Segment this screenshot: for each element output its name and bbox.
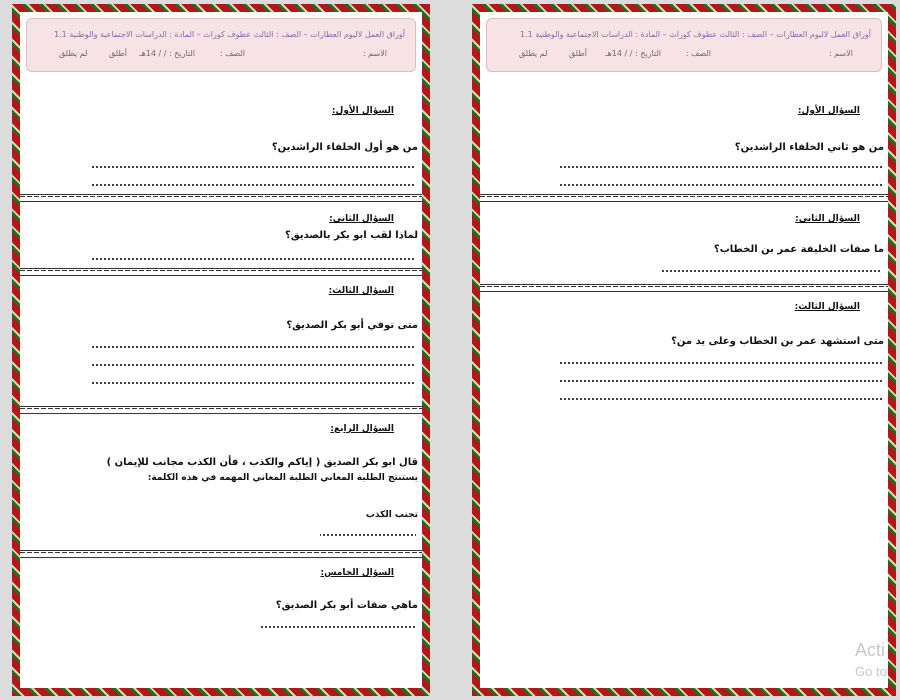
answer-line[interactable] bbox=[560, 358, 882, 368]
date-label: التاريخ : / / 14هـ bbox=[139, 49, 195, 58]
question-2-title: السؤال الثاني: bbox=[329, 214, 394, 224]
worksheet-content bbox=[20, 72, 422, 688]
answer-line[interactable] bbox=[560, 376, 882, 386]
worksheet-header bbox=[486, 18, 882, 72]
question-4-subtext: يستنتج الطلبة المعاني الطلبة المعاني المهمه في هذه الكلمة: bbox=[147, 473, 418, 483]
answer-line[interactable] bbox=[90, 254, 416, 264]
question-2-text: لماذا لقب ابو بكر بالصديق؟ bbox=[285, 230, 418, 241]
worksheet-content bbox=[480, 72, 888, 688]
answer-line[interactable] bbox=[90, 180, 416, 190]
question-5-title: السؤال الخامس: bbox=[320, 568, 394, 578]
rating-label-1: أطلق bbox=[569, 49, 587, 58]
answer-line[interactable] bbox=[90, 162, 416, 172]
name-label: الاسم : bbox=[828, 49, 853, 58]
date-label: التاريخ : / / 14هـ bbox=[605, 49, 661, 58]
section-separator bbox=[20, 406, 422, 414]
question-4-text: قال ابو بكر الصديق ( إياكم والكذب ، فأن الكذب مجانب للإيمان ) bbox=[106, 457, 418, 468]
rating-label-2: لم يطلق bbox=[59, 49, 88, 58]
rating-label-2: لم يطلق bbox=[519, 49, 548, 58]
question-3-text: متى توفي أبو بكر الصديق؟ bbox=[286, 320, 418, 331]
answer-line[interactable] bbox=[660, 266, 882, 276]
question-5-text: ماهي صفات أبو بكر الصديق؟ bbox=[275, 600, 418, 611]
question-3-title: السؤال الثالث: bbox=[794, 302, 860, 312]
class-label: الصف : bbox=[685, 49, 711, 58]
question-3-title: السؤال الثالث: bbox=[328, 286, 394, 296]
name-label: الاسم : bbox=[362, 49, 387, 58]
worksheet-page-right bbox=[472, 4, 896, 696]
answer-line[interactable] bbox=[260, 622, 416, 632]
question-1-title: السؤال الأول: bbox=[331, 106, 394, 116]
activation-watermark-sub: Go to bbox=[855, 664, 887, 679]
section-separator bbox=[20, 550, 422, 558]
worksheet-header bbox=[26, 18, 416, 72]
answer-line[interactable] bbox=[560, 180, 882, 190]
answer-line[interactable] bbox=[320, 530, 416, 540]
class-label: الصف : bbox=[219, 49, 245, 58]
question-1-title: السؤال الأول: bbox=[797, 106, 860, 116]
question-2-text: ما صفات الخليفة عمر بن الخطاب؟ bbox=[713, 244, 884, 255]
page-body bbox=[20, 12, 422, 688]
rating-label-1: أطلق bbox=[109, 49, 127, 58]
header-title: أوراق العمل لاليوم العطارات – الصف : الثالث عطوف كوراث – المادة : الدراسات الاجتماعية والوطنية 1.1 bbox=[520, 30, 871, 39]
question-2-title: السؤال الثاني: bbox=[795, 214, 860, 224]
section-separator bbox=[20, 268, 422, 276]
question-3-text: متى استشهد عمر بن الخطاب وعلى يد من؟ bbox=[671, 336, 884, 347]
question-1-text: من هو ثاني الخلفاء الراشدين؟ bbox=[734, 142, 884, 153]
answer-line[interactable] bbox=[90, 360, 416, 370]
question-4-title: السؤال الرابع: bbox=[330, 424, 394, 434]
page-body bbox=[480, 12, 888, 688]
section-separator bbox=[480, 284, 888, 292]
question-1-text: من هو أول الخلفاء الراشدين؟ bbox=[271, 142, 418, 153]
answer-line[interactable] bbox=[560, 162, 882, 172]
answer-line[interactable] bbox=[90, 378, 416, 388]
header-title: أوراق العمل لاليوم العطارات – الصف : الثالث عطوف كوراث – المادة : الدراسات الاجتماعية والوطنية 1.1 bbox=[54, 30, 405, 39]
worksheet-page-left bbox=[12, 4, 430, 696]
section-separator bbox=[480, 194, 888, 202]
answer-line[interactable] bbox=[560, 394, 882, 404]
section-separator bbox=[20, 194, 422, 202]
activation-watermark: Acti bbox=[855, 640, 886, 660]
answer-line[interactable] bbox=[90, 342, 416, 352]
question-4-answer-label: تجنب الكذب bbox=[365, 510, 418, 520]
